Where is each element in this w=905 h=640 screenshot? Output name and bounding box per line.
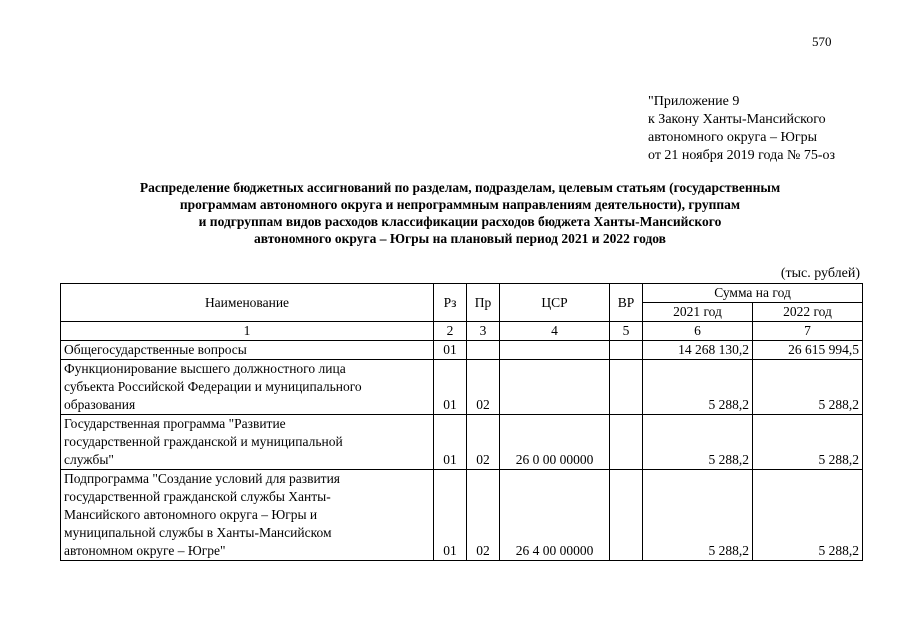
header-name: Наименование	[61, 284, 434, 322]
row-name-line: Государственная программа "Развитие	[64, 416, 286, 431]
row-name-line: службы"	[64, 452, 114, 467]
row-rz: 01	[434, 360, 467, 415]
table-body	[61, 341, 863, 561]
row-name	[61, 341, 434, 360]
row-csr: 26 4 00 00000	[500, 470, 610, 561]
row-name	[61, 470, 434, 561]
row-amount-2022: 5 288,2	[753, 415, 863, 470]
row-rz: 01	[434, 470, 467, 561]
row-csr	[500, 341, 610, 360]
row-amount-2021: 5 288,2	[643, 470, 753, 561]
row-amount-2021: 5 288,2	[643, 415, 753, 470]
row-pr: 02	[467, 360, 500, 415]
header-csr: ЦСР	[500, 284, 610, 322]
page-number: 570	[812, 34, 832, 49]
budget-table	[60, 283, 863, 561]
row-pr	[467, 341, 500, 360]
appendix-line: "Приложение 9	[648, 94, 740, 109]
row-vr	[610, 341, 643, 360]
appendix-line: автономного округа – Югры	[648, 130, 817, 145]
title-line: программам автономного округа и непрограммным направлениям деятельности), группам	[179, 197, 741, 212]
row-name-line: Мансийского автономного округа – Югры и	[64, 507, 318, 522]
row-vr	[610, 470, 643, 561]
row-name-line: Подпрограмма "Создание условий для развития	[64, 471, 340, 486]
appendix-note	[648, 93, 835, 165]
column-number: 2	[434, 322, 467, 341]
table-row	[61, 341, 863, 360]
header-pr: Пр	[467, 284, 500, 322]
table-row	[61, 415, 863, 470]
row-pr: 02	[467, 415, 500, 470]
units-label: (тыс. рублей)	[780, 266, 860, 281]
column-number: 1	[61, 322, 434, 341]
row-amount-2022: 5 288,2	[753, 360, 863, 415]
row-name-line: Функционирование высшего должностного лица	[64, 361, 346, 376]
document-title	[60, 179, 860, 247]
header-vr: ВР	[610, 284, 643, 322]
row-name-line: субъекта Российской Федерации и муниципального	[64, 379, 362, 394]
header-sum: Сумма на год	[643, 284, 863, 303]
row-amount-2021: 14 268 130,2	[643, 341, 753, 360]
column-number: 4	[500, 322, 610, 341]
row-csr: 26 0 00 00000	[500, 415, 610, 470]
row-name	[61, 360, 434, 415]
column-number: 3	[467, 322, 500, 341]
row-rz: 01	[434, 415, 467, 470]
row-name-line: государственной гражданской службы Ханты-	[64, 489, 331, 504]
appendix-line: от 21 ноября 2019 года № 75-оз	[648, 148, 836, 163]
row-name	[61, 415, 434, 470]
column-number: 6	[643, 322, 753, 341]
title-line: и подгруппам видов расходов классификации расходов бюджета Ханты-Мансийского	[198, 214, 722, 229]
row-pr: 02	[467, 470, 500, 561]
title-line: Распределение бюджетных ассигнований по разделам, подразделам, целевым статьям (государственным	[139, 180, 781, 195]
row-rz: 01	[434, 341, 467, 360]
row-name-line: Общегосударственные вопросы	[64, 342, 247, 357]
header-2021: 2021 год	[643, 303, 753, 322]
table-row	[61, 470, 863, 561]
row-amount-2022: 5 288,2	[753, 470, 863, 561]
row-vr	[610, 360, 643, 415]
row-name-line: муниципальной службы в Ханты-Мансийском	[64, 525, 332, 540]
row-name-line: государственной гражданской и муниципальной	[64, 434, 343, 449]
title-line: автономного округа – Югры на плановый период 2021 и 2022 годов	[254, 231, 666, 246]
row-amount-2022: 26 615 994,5	[753, 341, 863, 360]
row-name-line: образования	[64, 397, 136, 412]
row-name-line: автономном округе – Югре"	[64, 543, 226, 558]
header-2022: 2022 год	[753, 303, 863, 322]
table-row	[61, 360, 863, 415]
row-vr	[610, 415, 643, 470]
row-amount-2021: 5 288,2	[643, 360, 753, 415]
header-rz: Рз	[434, 284, 467, 322]
appendix-line: к Закону Ханты-Мансийского	[648, 112, 826, 127]
row-csr	[500, 360, 610, 415]
column-number: 7	[753, 322, 863, 341]
column-number: 5	[610, 322, 643, 341]
